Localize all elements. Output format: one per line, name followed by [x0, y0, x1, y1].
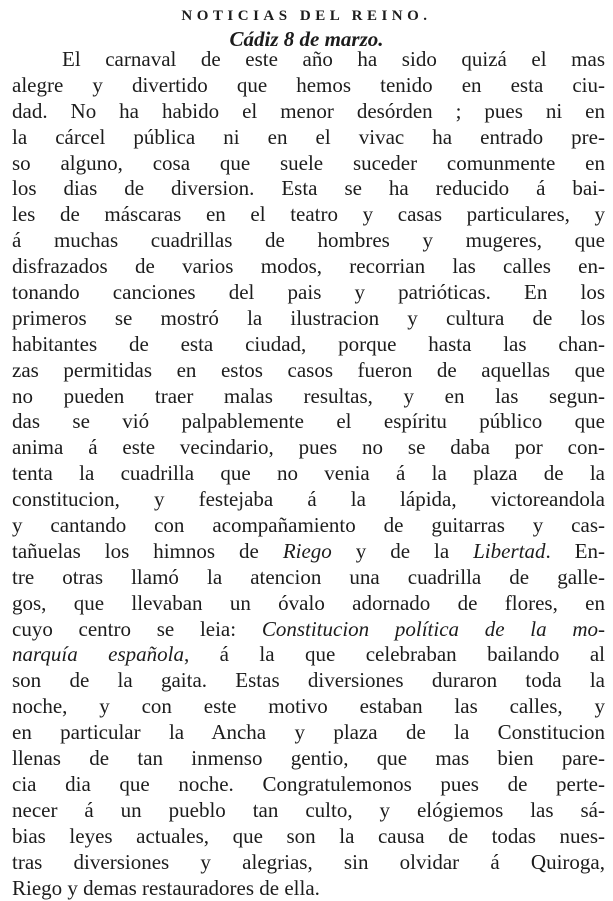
text-line: en particular la Ancha y plaza de la Constitucion [0, 720, 613, 746]
text-line: anima á este vecindario, pues no se daba por con- [0, 435, 613, 461]
text-line: narquía española, á la que celebraban bailando al [0, 642, 613, 668]
text-line: los dias de diversion. Esta se ha reducido á bai- [0, 176, 613, 202]
text-line: tre otras llamó la atencion una cuadrilla de galle- [0, 565, 613, 591]
text-line: no pueden traer malas resultas, y en las segun- [0, 384, 613, 410]
text-line: das se vió palpablemente el espíritu público que [0, 409, 613, 435]
text-line: son de la gaita. Estas diversiones duraron toda la [0, 668, 613, 694]
text-line: á muchas cuadrillas de hombres y mugeres, que [0, 228, 613, 254]
text-line: y cantando con acompañamiento de guitarras y cas- [0, 513, 613, 539]
text-line: Riego y demas restauradores de ella. [0, 876, 613, 901]
text-line: tonando canciones del pais y patrióticas. En los [0, 280, 613, 306]
text-line: zas permitidas en estos casos fueron de aquellas que [0, 358, 613, 384]
text-line: tañuelas los himnos de Riego y de la Libertad. En- [0, 539, 613, 565]
text-line: constitucion, y festejaba á la lápida, victoreandola [0, 487, 613, 513]
article-body [0, 47, 613, 901]
text-line: alegre y divertido que hemos tenido en esta ciu- [0, 73, 613, 99]
text-line: primeros se mostró la ilustracion y cultura de los [0, 306, 613, 332]
text-line: cia dia que noche. Congratulemonos pues de perte- [0, 772, 613, 798]
text-line: so alguno, cosa que suele suceder comunmente en [0, 151, 613, 177]
text-line: tenta la cuadrilla que no venia á la plaza de la [0, 461, 613, 487]
dateline: Cádiz 8 de marzo. [0, 26, 613, 52]
text-line: cuyo centro se leia: Constitucion política de la mo- [0, 617, 613, 643]
text-line: dad. No ha habido el menor desórden ; pues ni en [0, 99, 613, 125]
text-line: les de máscaras en el teatro y casas particulares, y [0, 202, 613, 228]
text-line: bias leyes actuales, que son la causa de todas nues- [0, 824, 613, 850]
section-header: NOTICIAS DEL REINO. [0, 4, 613, 28]
text-line: El carnaval de este año ha sido quizá el mas [0, 47, 613, 73]
text-line: noche, y con este motivo estaban las calles, y [0, 694, 613, 720]
text-line: disfrazados de varios modos, recorrian las calles en- [0, 254, 613, 280]
text-line: necer á un pueblo tan culto, y elógiemos las sá- [0, 798, 613, 824]
text-line: la cárcel pública ni en el vivac ha entrado pre- [0, 125, 613, 151]
text-line: tras diversiones y alegrias, sin olvidar á Quiroga, [0, 850, 613, 876]
text-line: llenas de tan inmenso gentio, que mas bien pare- [0, 746, 613, 772]
text-line: habitantes de esta ciudad, porque hasta las chan- [0, 332, 613, 358]
text-line: gos, que llevaban un óvalo adornado de flores, en [0, 591, 613, 617]
